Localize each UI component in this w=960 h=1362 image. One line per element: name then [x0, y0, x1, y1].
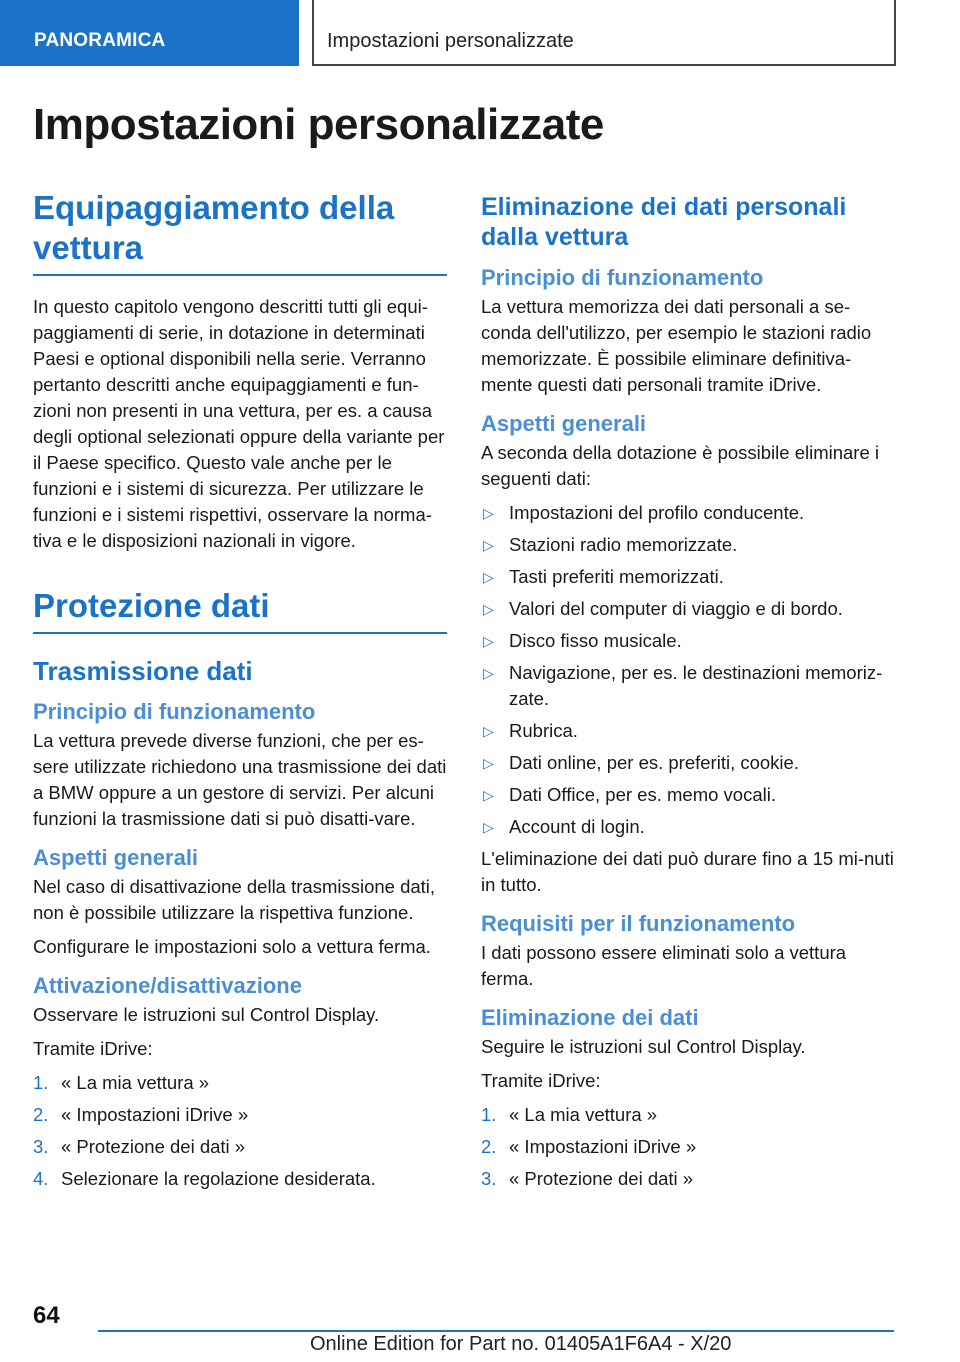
list-item: 3. « Protezione dei dati »	[481, 1168, 694, 1189]
general-text-left-2: Configurare le impostazioni solo a vettura ferma.	[33, 936, 431, 957]
list-item: ▷ Disco fisso musicale.	[481, 628, 895, 654]
footer-edition: Online Edition for Part no. 01405A1F6A4 - X/20	[310, 1333, 732, 1355]
triangle-bullet-icon: ▷	[483, 819, 494, 835]
list-item: 4. Selezionare la regolazione desiderata.	[33, 1168, 376, 1189]
page-title: Impostazioni personalizzate	[33, 100, 604, 149]
equipment-heading: Equipaggiamento della vettura	[33, 188, 447, 276]
triangle-bullet-icon: ▷	[483, 569, 494, 585]
general-text-left-1: Nel caso di disattivazione della trasmissione dati, non è possibile utilizzare la rispettiva funzione.	[33, 876, 436, 923]
page-number: 64	[33, 1302, 60, 1329]
list-item: 1. « La mia vettura »	[481, 1104, 658, 1125]
activation-steps	[33, 1070, 447, 1192]
triangle-bullet-icon: ▷	[483, 755, 494, 771]
triangle-bullet-icon: ▷	[483, 537, 494, 553]
data-protection-heading: Protezione dati	[33, 586, 447, 634]
triangle-bullet-icon: ▷	[483, 723, 494, 739]
delete-personal-data-heading: Eliminazione dei dati personali dalla vettura	[481, 193, 847, 251]
page-header	[0, 0, 960, 66]
deletion-text-1: Seguire le istruzioni sul Control Display.	[481, 1036, 806, 1057]
list-item: ▷ Stazioni radio memorizzate.	[481, 532, 895, 558]
list-item: ▷ Tasti preferiti memorizzati.	[481, 564, 895, 590]
duration-text: L'eliminazione dei dati può durare fino a 15 mi-nuti in tutto.	[481, 848, 894, 895]
activation-text-1: Osservare le istruzioni sul Control Display.	[33, 1004, 380, 1025]
deletion-text-2: Tramite iDrive:	[481, 1070, 601, 1091]
header-title: Impostazioni personalizzate	[327, 30, 574, 52]
principle-heading-left: Principio di funzionamento	[33, 699, 316, 724]
left-column	[33, 188, 447, 1198]
triangle-bullet-icon: ▷	[483, 665, 494, 681]
general-heading-right: Aspetti generali	[481, 411, 647, 436]
list-item: ▷ Valori del computer di viaggio e di bordo.	[481, 596, 895, 622]
section-tab: PANORAMICA	[0, 0, 299, 66]
list-item: ▷ Impostazioni del profilo conducente.	[481, 500, 895, 526]
list-item: 1. « La mia vettura »	[33, 1072, 210, 1093]
triangle-bullet-icon: ▷	[483, 505, 494, 521]
deletion-steps	[481, 1102, 895, 1192]
equipment-text: In questo capitolo vengono descritti tutti gli equi-paggiamenti di serie, in dotazione in determinati Paesi e optional disponibili nella serie. Verranno pertanto descritti anche equipaggiamenti e fun-zioni non presenti in una vettura, per es. a causa degli optional selezionati oppure della variante per il Paese specifico. Questo vale anche per le funzioni e i sistemi di sicurezza. Per utilizzare le funzioni e i sistemi rispettivi, osservare la norma-tiva e le disposizioni nazionali in vigore.	[33, 296, 445, 551]
requirements-text: I dati possono essere eliminati solo a vettura ferma.	[481, 942, 847, 989]
activation-heading: Attivazione/disattivazione	[33, 973, 302, 998]
list-item: ▷ Rubrica.	[481, 718, 895, 744]
footer-rule	[98, 1330, 894, 1332]
list-item: 2. « Impostazioni iDrive »	[33, 1104, 249, 1125]
triangle-bullet-icon: ▷	[483, 601, 494, 617]
general-text-right: A seconda della dotazione è possibile eliminare i seguenti dati:	[481, 442, 880, 489]
triangle-bullet-icon: ▷	[483, 787, 494, 803]
list-item: 3. « Protezione dei dati »	[33, 1136, 246, 1157]
data-transmission-heading: Trasmissione dati	[33, 656, 253, 686]
list-item: ▷ Dati online, per es. preferiti, cookie.	[481, 750, 895, 776]
deletable-data-list	[481, 500, 895, 840]
deletion-heading: Eliminazione dei dati	[481, 1005, 699, 1030]
activation-text-2: Tramite iDrive:	[33, 1038, 153, 1059]
list-item: ▷ Dati Office, per es. memo vocali.	[481, 782, 895, 808]
right-column	[481, 192, 895, 1198]
general-heading-left: Aspetti generali	[33, 845, 199, 870]
principle-text-right: La vettura memorizza dei dati personali a se-conda dell'utilizzo, per esempio le stazioni radio memorizzate. È possibile eliminare definitiva-mente questi dati personali tramite iDrive.	[481, 296, 872, 395]
requirements-heading: Requisiti per il funzionamento	[481, 911, 796, 936]
list-item: ▷ Navigazione, per es. le destinazioni memoriz-zate.	[483, 662, 883, 709]
triangle-bullet-icon: ▷	[483, 633, 494, 649]
principle-heading-right: Principio di funzionamento	[481, 265, 764, 290]
list-item: 2. « Impostazioni iDrive »	[481, 1136, 697, 1157]
list-item: ▷ Account di login.	[481, 814, 895, 840]
principle-text-left: La vettura prevede diverse funzioni, che per es-sere utilizzate richiedono una trasmissione dei dati a BMW oppure a un gestore di servizi. Per alcuni funzioni la trasmissione dati si può disatti-vare.	[33, 730, 447, 829]
